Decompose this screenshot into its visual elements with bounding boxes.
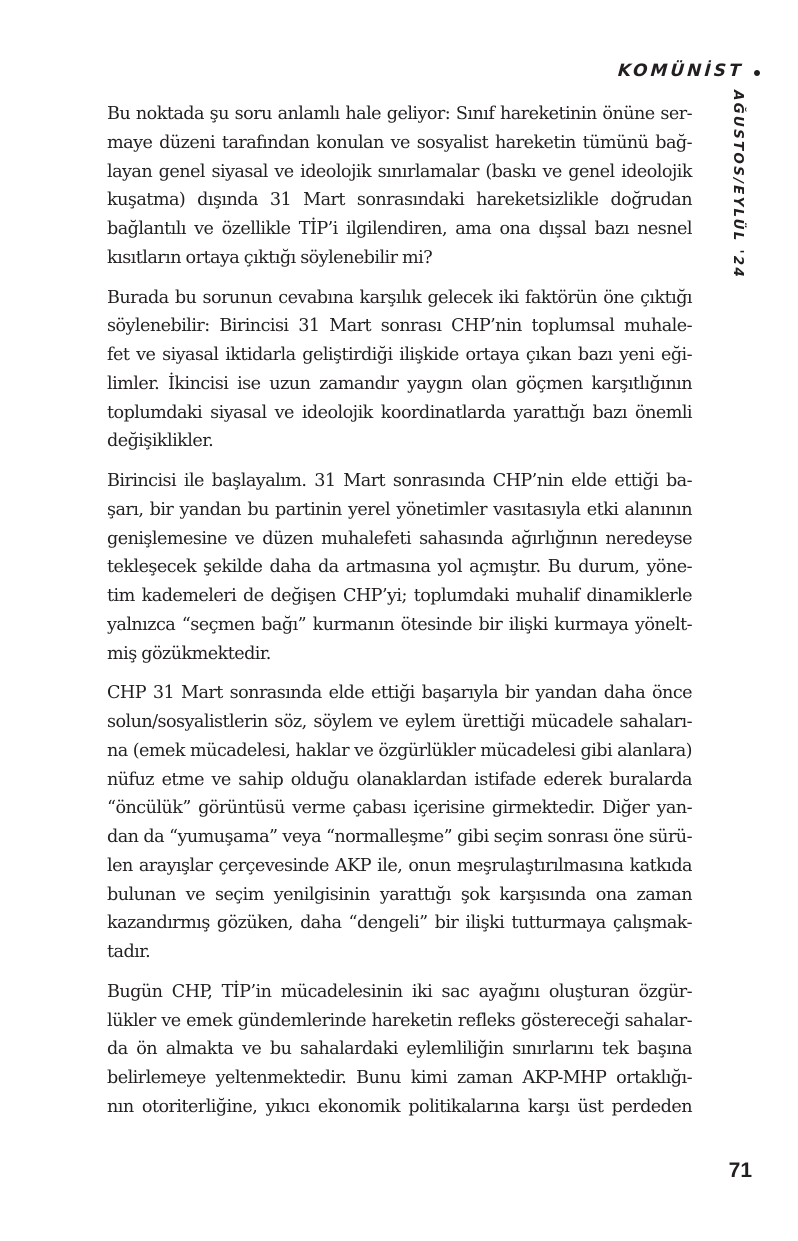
paragraph-5: [107, 978, 692, 1122]
text-line: nın otoriterliğine, yıkıcı ekonomik politikalarına karşı üst perdeden: [107, 1096, 692, 1117]
text-line: Bu noktada şu soru anlamlı hale geliyor: Sınıf hareketinin önüne ser-: [107, 104, 692, 124]
text-line: da ön almakta ve bu sahalardaki eylemliliğin sınırlarını tek başına: [107, 1039, 692, 1060]
text-line: limler. İkincisi ise uzun zamandır yaygın olan göçmen karşıtlığının: [107, 373, 692, 394]
text-line: kuşatma) dışında 31 Mart sonrasındaki hareketsizlikle doğrudan: [107, 190, 692, 211]
bullet-dot-icon: [754, 70, 760, 76]
text-line: kısıtların ortaya çıktığı söylenebilir mi?: [107, 247, 433, 268]
text-line: “öncülük” görüntüsü verme çabası içerisine girmektedir. Diğer yan-: [107, 798, 692, 819]
text-line: lükler ve emek gündemlerinde hareketin refleks göstereceği sahalar-: [107, 1010, 692, 1031]
issue-date-container: [724, 90, 748, 279]
issue-date: AĞUSTOS/EYLÜL '24: [730, 90, 746, 279]
text-line: na (emek mücadelesi, haklar ve özgürlükler mücadelesi gibi alanlara): [107, 740, 692, 761]
text-line: genişlemesine ve düzen muhalefeti sahasında ağırlığının neredeyse: [107, 528, 692, 549]
text-line: tim kademeleri de değişen CHP’yi; toplumdaki muhalif dinamiklerle: [107, 586, 692, 606]
text-line: Bugün CHP, TİP’in mücadelesinin iki sac ayağını oluşturan özgür-: [107, 981, 692, 1002]
text-line: yalnızca “seçmen bağı” kurmanın ötesinde bir ilişki kurmaya yönelt-: [107, 614, 692, 635]
text-line: bulunan ve seçim yenilgisinin yarattığı şok karşısında ona zaman: [107, 884, 692, 905]
text-line: şarı, bir yandan bu partinin yerel yönetimler vasıtasıyla etki alanının: [107, 499, 692, 520]
text-line: kazandırmış gözüken, daha “dengeli” bir ilişki tutturmaya çalışmak-: [107, 913, 692, 934]
text-line: solun/sosyalistlerin söz, söylem ve eylem ürettiği mücadele sahaları-: [107, 712, 692, 732]
text-line: dan da “yumuşama” veya “normalleşme” gibi seçim sonrası öne sürü-: [107, 827, 692, 847]
text-line: len arayışlar çerçevesinde AKP ile, onun meşrulaştırılmasına katkıda: [107, 855, 692, 876]
text-line: belirlemeye yeltenmektedir. Bunu kimi zaman AKP-MHP ortaklığı-: [107, 1068, 692, 1088]
text-line: layan genel siyasal ve ideolojik sınırlamalar (baskı ve genel ideolojik: [107, 161, 692, 182]
magazine-name: KOMÜNİST: [617, 61, 745, 81]
text-line: fet ve siyasal iktidarla geliştirdiği ilişkide ortaya çıkan bazı yeni eği-: [107, 345, 692, 365]
text-line: CHP 31 Mart sonrasında elde ettiği başarıyla bir yandan daha önce: [107, 683, 692, 704]
text-line: nüfuz etme ve sahip olduğu olanaklardan istifade ederek buralarda: [107, 769, 692, 790]
text-line: Burada bu sorunun cevabına karşılık gelecek iki faktörün öne çıktığı: [107, 287, 692, 308]
page-number: 71: [728, 1159, 752, 1182]
running-head: [600, 58, 760, 84]
text-line: bağlantılı ve özellikle TİP’i ilgilendiren, ama ona dışsal bazı nesnel: [107, 219, 692, 239]
text-line: tadır.: [107, 942, 151, 962]
paragraph-1: [107, 100, 692, 273]
paragraph-2: [107, 284, 692, 457]
text-line: söylenebilir: Birincisi 31 Mart sonrası CHP’nin toplumsal muhale-: [107, 316, 692, 337]
article-body: [107, 100, 692, 1133]
text-line: değişiklikler.: [107, 431, 214, 452]
paragraph-4: [107, 679, 692, 967]
text-line: tekleşecek şekilde daha da artmasına yol açmıştır. Bu durum, yöne-: [107, 557, 692, 578]
text-line: maye düzeni tarafından konulan ve sosyalist hareketin tümünü bağ-: [107, 132, 692, 153]
text-line: toplumdaki siyasal ve ideolojik koordinatlarda yarattığı bazı önemli: [107, 402, 692, 423]
paragraph-3: [107, 467, 692, 668]
text-line: Birincisi ile başlayalım. 31 Mart sonrasında CHP’nin elde ettiği ba-: [107, 471, 692, 491]
text-line: miş gözükmektedir.: [107, 643, 271, 664]
